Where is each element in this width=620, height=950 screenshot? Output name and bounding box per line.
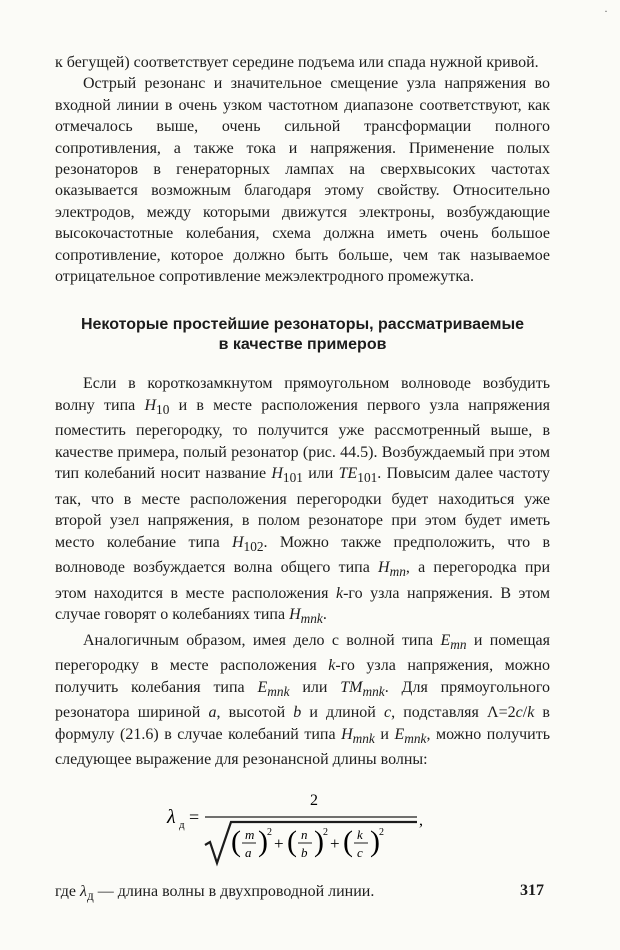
corner-mark: · [604, 4, 608, 18]
formula-paren-open-2: ( [287, 824, 297, 858]
formula-lambda: λ [167, 805, 176, 828]
formula-m: m [245, 826, 255, 842]
formula-n: n [301, 826, 308, 842]
paragraph-1: к бегущей) соответствует середине подъема или спада нужной кривой. [55, 54, 539, 71]
formula-lambda-sub: д [179, 818, 185, 831]
formula-c: c [357, 844, 363, 860]
resonance-formula [55, 785, 550, 867]
heading-line-2: в качестве примеров [218, 336, 387, 354]
paragraph-3: Если в короткозамкнутом прямоугольном волноводе возбудить волну типа $H_{10}$ и в месте расположения первого узла напряжения поместить перегородку, то получится уже рассмотренный выше, в качестве примера, полый резонатор (рис. 44.5). Возбуждаемый при этом тип колебаний носит название $H_{101}$ или $TE_{101}$. Повысим далее частоту так, что в месте расположения перегородки будет находиться уже второй узел напряжения, в полом резонаторе при этом будет иметь место колебание типа $H_{102}$. Можно также предположить, что в волноводе возбуждается волна общего типа $H_{mn}$, а перегородка при этом находится в месте расположения k-го узла напряжения. В этом случае говорят о колебаниях типа $H_{mnk}$. [55, 375, 551, 627]
formula-comma: , [419, 811, 423, 829]
formula-a: a [245, 844, 252, 860]
formula-equals: = [189, 806, 200, 827]
page-body [55, 52, 550, 906]
page-number: 317 [520, 882, 544, 899]
formula-sq-1: 2 [267, 826, 272, 838]
formula-paren-open-1: ( [231, 824, 241, 858]
formula-paren-close-3: ) [370, 824, 380, 858]
formula-numerator: 2 [310, 791, 318, 809]
formula-b: b [301, 844, 308, 860]
formula-plus-2: + [330, 833, 340, 853]
formula-k: k [357, 826, 363, 842]
section-heading [55, 315, 550, 355]
formula-paren-open-3: ( [343, 824, 353, 858]
paragraph-4: Аналогичным образом, имея дело с волной типа $E_{mn}$ и помещая перегородку в месте расположения k-го узла напряжения, можно получить колебания типа $E_{mnk}$ или $TM_{mnk}$. Для прямоугольного резонатора шириной a, высотой b и длиной c, подставляя Λ=2c/k в формулу (21.6) в случае колебаний типа $H_{mnk}$ и $E_{mnk}$, можно получить следующее выражение для резонансной длины волны: [55, 631, 551, 769]
formula-sq-2: 2 [323, 826, 328, 838]
formula-caption: где $\lambda_д$ — длина волны в двухпроводной линии. [55, 882, 375, 904]
formula-sq-3: 2 [379, 826, 384, 838]
formula-plus-1: + [274, 833, 284, 853]
paragraph-2: Острый резонанс и значительное смещение узла напряжения во входной линии в очень узком частотном диапазоне соответствуют, как отмечалось выше, очень сильной трансформации полного сопротивления, а также тока и напряжения. Применение полых резонаторов в генераторных лампах на сверхвысоких частотах оказывается возможным благодаря этому свойству. Относительно электродов, между которыми движутся электроны, возбуждающие высокочастотные колебания, схема должна иметь очень большое сопротивление, которое должно быть больше, чем так называемое отрицательное сопротивление межэлектродного промежутка. [55, 75, 550, 286]
heading-line-1: Некоторые простейшие резонаторы, рассматриваемые [80, 316, 525, 334]
formula-paren-close-1: ) [258, 824, 268, 858]
formula-paren-close-2: ) [314, 824, 324, 858]
